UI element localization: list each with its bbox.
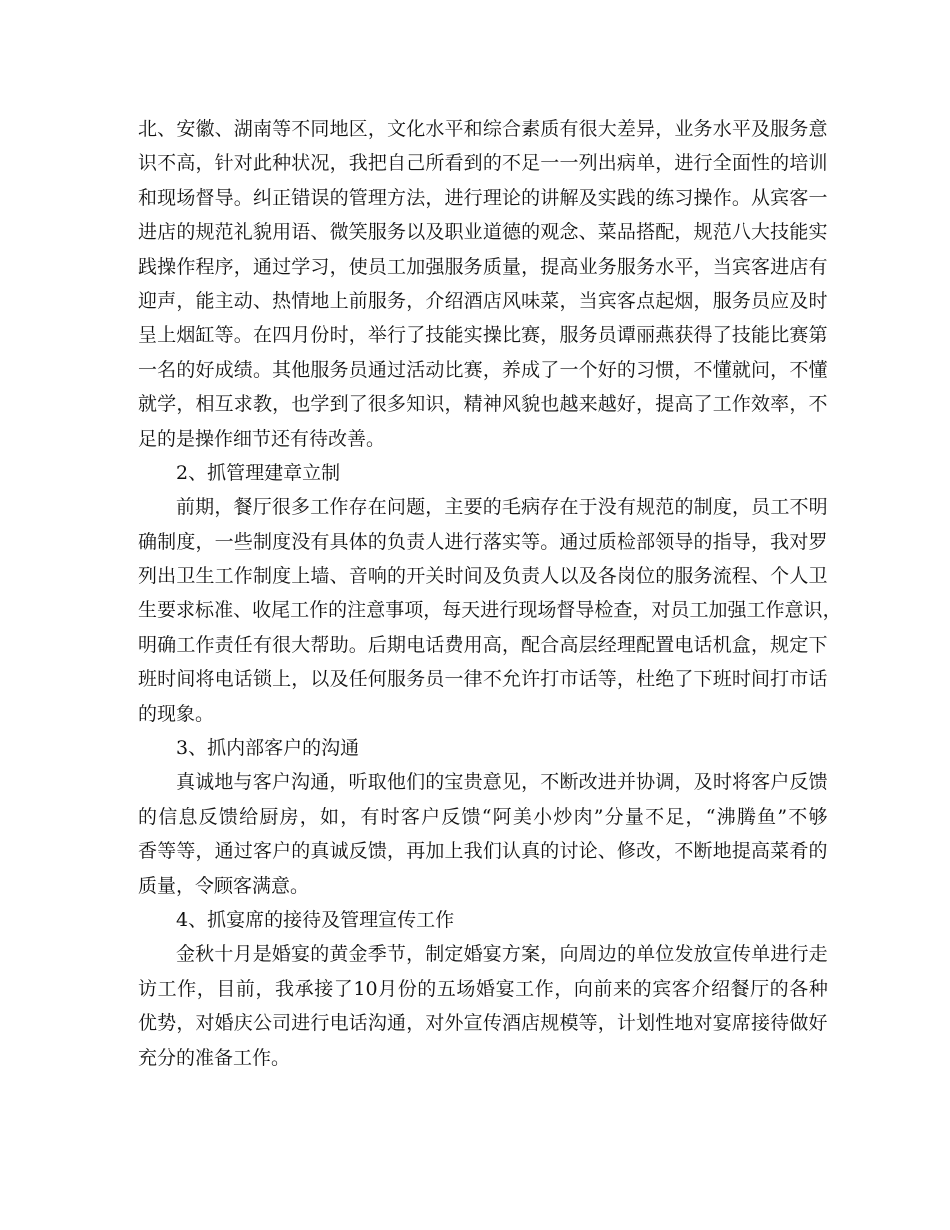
text-line: 呈 上 烟 缸 等 。 在 四 月 份 时 ， 举 行 了 技 能 实 操 比 赛 ， 服 务 员 谭 丽 燕 获 得 了 技 能 比 赛 第 xyxy=(138,324,828,347)
text-line: 明 确 工 作 责 任 有 很 大 帮 助 。 后 期 电 话 费 用 高 ， 配 合 高 层 经 理 配 置 电 话 机 盒 ， 规 定 下 xyxy=(138,633,828,656)
paragraph xyxy=(138,765,828,903)
text-line: 就 学 ， 相 互 求 教 ， 也 学 到 了 很 多 知 识 ， 精 神 风 貌 也 越 来 越 好 ， 提 高 了 工 作 效 率 ， 不 xyxy=(138,393,828,416)
text-line: 优 势 ， 对 婚 庆 公 司 进 行 电 话 沟 通 ， 对 外 宣 传 酒 店 规 模 等 ， 计 划 性 地 对 宴 席 接 待 做 好 xyxy=(138,1012,828,1035)
heading-line: 2、抓管理建章立制 xyxy=(176,461,341,484)
document-body xyxy=(138,112,842,1075)
section-heading xyxy=(138,456,828,490)
text-line: 充分的准备工作。 xyxy=(138,1046,291,1069)
text-line: 的现象。 xyxy=(138,702,215,725)
text-line: 进 店 的 规 范 礼 貌 用 语 、 微 笑 服 务 以 及 职 业 道 德 的 观 念 、 菜 品 搭 配 ， 规 范 八 大 技 能 实 xyxy=(138,221,828,244)
text-line: 金 秋 十 月 是 婚 宴 的 黄 金 季 节 ， 制 定 婚 宴 方 案 ， 向 周 边 的 单 位 发 放 宣 传 单 进 行 走 xyxy=(176,943,828,966)
text-line: 北 、 安 徽 、 湖 南 等 不 同 地 区 ， 文 化 水 平 和 综 合 素 质 有 很 大 差 异 ， 业 务 水 平 及 服 务 意 xyxy=(138,118,828,140)
section-heading xyxy=(138,731,828,765)
text-line: 香 等 等 ， 通 过 客 户 的 真 诚 反 馈 ， 再 加 上 我 们 认 真 的 讨 论 、 修 改 ， 不 断 地 提 高 菜 肴 的 xyxy=(138,840,828,863)
text-line: 生 要 求 标 准 、 收 尾 工 作 的 注 意 事 项 ， 每 天 进 行 现 场 督 导 检 查 ， 对 员 工 加 强 工 作 意 识 ， xyxy=(138,599,842,622)
heading-line: 4、抓宴席的接待及管理宣传工作 xyxy=(176,908,455,931)
text-line: 的 信 息 反 馈 给 厨 房 ， 如 ， 有 时 客 户 反 馈 “ 阿 美 小 炒 肉 ” 分 量 不 足 ， “ 沸 腾 鱼 ” 不 够 xyxy=(138,805,828,828)
text-line: 班 时 间 将 电 话 锁 上 ， 以 及 任 何 服 务 员 一 律 不 允 许 打 市 话 等 ， 杜 绝 了 下 班 时 间 打 市 话 xyxy=(138,668,828,691)
text-line: 迎 声 ， 能 主 动 、 热 情 地 上 前 服 务 ， 介 绍 酒 店 风 味 菜 ， 当 宾 客 点 起 烟 ， 服 务 员 应 及 时 xyxy=(138,289,828,312)
heading-line: 3、抓内部客户的沟通 xyxy=(176,737,360,760)
text-line: 确 制 度 ， 一 些 制 度 没 有 具 体 的 负 责 人 进 行 落 实 等 。 通 过 质 检 部 领 导 的 指 导 ， 我 对 罗 xyxy=(138,530,828,553)
text-line: 前 期 ， 餐 厅 很 多 工 作 存 在 问 题 ， 主 要 的 毛 病 存 在 于 没 有 规 范 的 制 度 ， 员 工 不 明 xyxy=(176,496,828,519)
text-line: 质量，令顾客满意。 xyxy=(138,874,310,897)
section-heading xyxy=(138,903,828,937)
paragraph xyxy=(138,490,842,731)
text-line: 践 操 作 程 序 ， 通 过 学 习 ， 使 员 工 加 强 服 务 质 量 ， 提 高 业 务 服 务 水 平 ， 当 宾 客 进 店 有 xyxy=(138,255,828,278)
text-line: 访 工 作 ， 目 前 ， 我 承 接 了 10 月 份 的 五 场 婚 宴 工 作 ， 向 前 来 的 宾 客 介 绍 餐 厅 的 各 种 xyxy=(138,977,828,1000)
text-line: 一 名 的 好 成 绩 。 其 他 服 务 员 通 过 活 动 比 赛 ， 养 成 了 一 个 好 的 习 惯 ， 不 懂 就 问 ， 不 懂 xyxy=(138,358,828,381)
text-line: 识 不 高 ， 针 对 此 种 状 况 ， 我 把 自 己 所 看 到 的 不 足 一 一 列 出 病 单 ， 进 行 全 面 性 的 培 训 xyxy=(138,152,828,175)
text-line: 真 诚 地 与 客 户 沟 通 ， 听 取 他 们 的 宝 贵 意 见 ， 不 断 改 进 并 协 调 ， 及 时 将 客 户 反 馈 xyxy=(176,771,828,794)
paragraph xyxy=(138,112,828,456)
paragraph xyxy=(138,937,828,1075)
text-line: 足的是操作细节还有待改善。 xyxy=(138,427,386,450)
text-line: 列 出 卫 生 工 作 制 度 上 墙 、 音 响 的 开 关 时 间 及 负 责 人 以 及 各 岗 位 的 服 务 流 程 、 个 人 卫 xyxy=(138,565,828,588)
text-line: 和 现 场 督 导 。 纠 正 错 误 的 管 理 方 法 ， 进 行 理 论 的 讲 解 及 实 践 的 练 习 操 作 。 从 宾 客 一 xyxy=(138,186,828,209)
